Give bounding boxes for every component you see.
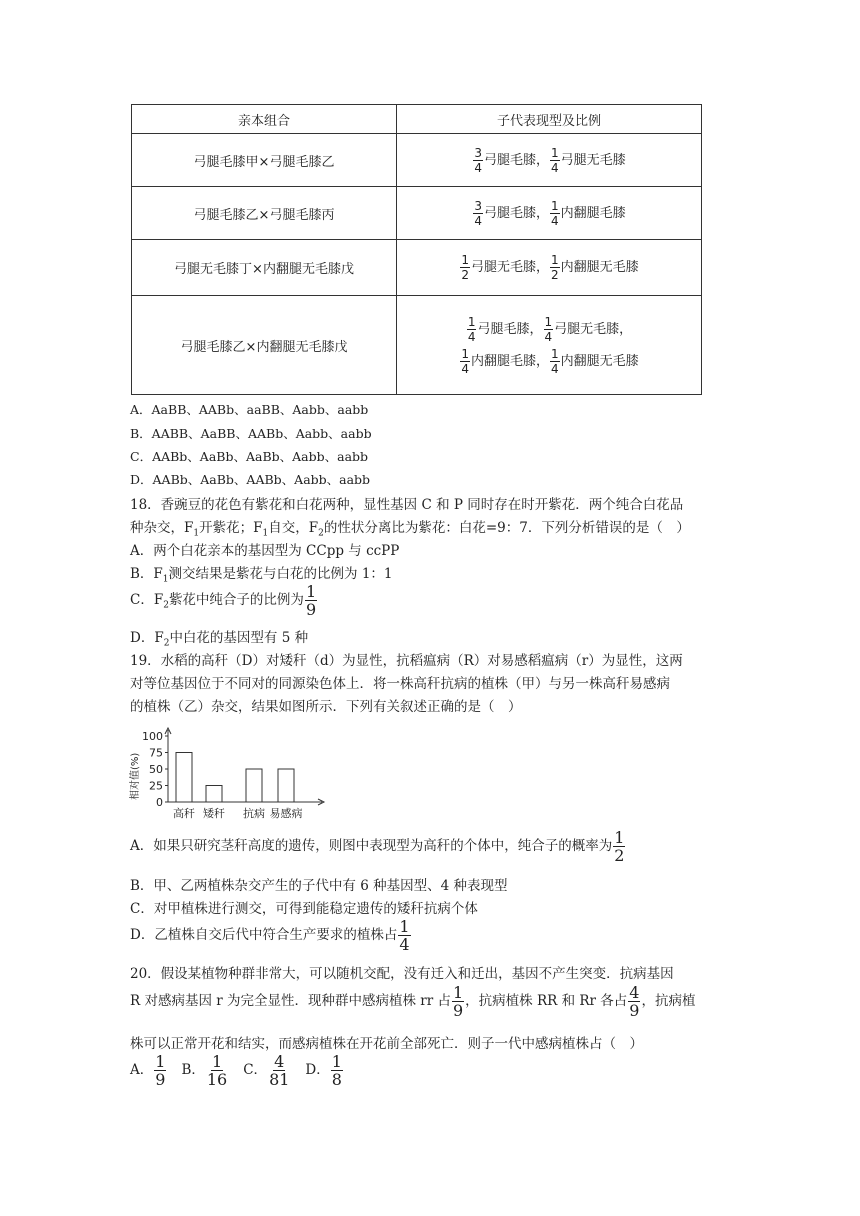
fraction: $\frac{1}{4}$ xyxy=(551,346,559,376)
q20-options xyxy=(130,1053,358,1088)
category-label: 高秆 xyxy=(173,807,195,820)
parents-cell: 弓腿毛膝乙×内翻腿无毛膝戊 xyxy=(132,296,397,395)
q17-option-a: A．AaBB、AABb、aaBB、Aabb、aabb xyxy=(130,402,369,417)
table-row xyxy=(132,187,702,240)
phenotype-text: 弓腿无毛膝， xyxy=(554,321,633,337)
parents-cell: 弓腿毛膝乙×弓腿毛膝丙 xyxy=(132,187,397,240)
offspring-line xyxy=(397,315,701,344)
phenotype-text: 弓腿无毛膝 xyxy=(560,152,626,168)
parents-cell: 弓腿无毛膝丁×内翻腿无毛膝戊 xyxy=(132,240,397,296)
q19-option-d: D．乙植株自交后代中符合生产要求的植株占 $\frac{1}{4}$ xyxy=(130,917,410,954)
q17-option-b: B．AABB、AaBB、AABb、Aabb、aabb xyxy=(130,426,372,441)
table-row xyxy=(132,296,702,395)
fraction: $\frac{1}{4}$ xyxy=(551,145,559,175)
y-tick-label: 25 xyxy=(149,779,163,793)
fraction: $\frac{1}{9}$ xyxy=(452,983,464,1020)
table-row xyxy=(132,134,702,187)
q20-stem-line3: 株可以正常开花和结实，而感病植株在开花前全部死亡．则子一代中感病植株占（ ） xyxy=(130,1036,643,1052)
q20-stem-line1: 20．假设某植物种群非常大，可以随机交配，没有迁入和迁出，基因不产生突变．抗病基因 xyxy=(130,966,674,982)
offspring-cell xyxy=(397,187,702,240)
offspring-cell xyxy=(397,296,702,395)
offspring-line xyxy=(397,199,701,228)
q18-stem-line1: 18．香豌豆的花色有紫花和白花两种，显性基因 C 和 P 同时存在时开紫花．两个纯合白花品 xyxy=(130,497,684,513)
q18-option-b: B．$F_1$测交结果是紫花与白花的比例为 1：1 xyxy=(130,566,393,585)
q19-option-b: B．甲、乙两植株杂交产生的子代中有 6 种基因型、4 种表现型 xyxy=(130,878,508,894)
bar xyxy=(176,753,192,803)
q19-stem-line1: 19．水稻的高秆（D）对矮秆（d）为显性，抗稻瘟病（R）对易感稻瘟病（r）为显性，这两 xyxy=(130,653,683,669)
q19-stem-line3: 的植株（乙）杂交，结果如图所示．下列有关叙述正确的是（ ） xyxy=(130,699,522,715)
table-header-parents: 亲本组合 xyxy=(132,105,397,134)
table-row xyxy=(132,240,702,296)
phenotype-text: 内翻腿无毛膝 xyxy=(560,353,639,369)
y-tick-label: 100 xyxy=(142,730,163,743)
fraction: $\frac{3}{4}$ xyxy=(474,145,482,175)
cross-results-table xyxy=(131,104,702,395)
fraction: $\frac{1}{9}$ xyxy=(155,1052,166,1089)
fraction: $\frac{3}{4}$ xyxy=(474,198,482,228)
bar xyxy=(206,786,222,803)
q17-option-d: D．AABb、AaBb、AABb、Aabb、aabb xyxy=(130,472,371,487)
fraction: $\frac{1}{4}$ xyxy=(399,917,410,954)
answer-option: B． $\frac{1}{16}$ xyxy=(181,1052,228,1089)
y-tick-label: 50 xyxy=(149,763,163,776)
y-tick-label: 0 xyxy=(156,796,163,809)
answer-option: C． $\frac{4}{81}$ xyxy=(243,1052,290,1089)
phenotype-text: 弓腿毛膝， xyxy=(483,152,549,168)
table-header-offspring: 子代表现型及比例 xyxy=(397,105,702,134)
fraction: $\frac{1}{9}$ xyxy=(305,582,317,619)
y-axis-label: 相对值(%) xyxy=(130,752,141,800)
offspring-line xyxy=(397,146,701,175)
fraction: $\frac{1}{4}$ xyxy=(551,198,559,228)
fraction: $\frac{1}{4}$ xyxy=(544,314,553,344)
category-label: 矮秆 xyxy=(203,807,225,820)
q18-option-c: C．$F_2$紫花中纯合子的比例为 $\frac{1}{9}$ xyxy=(130,582,317,619)
phenotype-text: 弓腿无毛膝， xyxy=(470,260,549,275)
phenotype-text: 内翻腿无毛膝 xyxy=(560,260,639,275)
bar-chart xyxy=(126,718,326,822)
q17-option-c: C．AABb、AaBb、AaBb、Aabb、aabb xyxy=(130,449,369,464)
q18-option-d: D．$F_2$中白花的基因型有 5 种 xyxy=(130,630,309,649)
fraction: $\frac{1}{2}$ xyxy=(614,828,625,865)
fraction: $\frac{1}{8}$ xyxy=(331,1052,342,1089)
offspring-line xyxy=(397,253,701,282)
offspring-cell xyxy=(397,134,702,187)
bar xyxy=(278,769,294,802)
answer-option: A． $\frac{1}{9}$ xyxy=(130,1052,166,1089)
q20-stem-line2: R 对感病基因 r 为完全显性．现种群中感病植株 rr 占 $\frac{1}{9}$ ，抗病植株 RR 和 Rr 各占 $\frac{4}{9}$ ，抗病植 xyxy=(130,983,696,1020)
fraction: $\frac{4}{81}$ xyxy=(269,1052,290,1089)
fraction: $\frac{1}{2}$ xyxy=(551,253,559,282)
fraction: $\frac{1}{4}$ xyxy=(467,314,476,344)
category-label: 易感病 xyxy=(269,807,303,820)
q18-stem-line2: 种杂交，$F_1$开紫花；$F_1$自交，$F_2$的性状分离比为紫花：白花=9：7．下列分析错误的是（ ） xyxy=(130,520,690,539)
phenotype-text: 内翻腿毛膝 xyxy=(560,205,626,221)
bar xyxy=(246,769,262,802)
y-tick-label: 75 xyxy=(149,746,163,760)
fraction: $\frac{1}{16}$ xyxy=(206,1052,228,1089)
fraction: $\frac{1}{2}$ xyxy=(461,253,469,282)
phenotype-text: 弓腿毛膝， xyxy=(483,205,549,221)
q19-option-a: A．如果只研究茎秆高度的遗传，则图中表现型为高秆的个体中，纯合子的概率为 $\frac{1}{2}$ xyxy=(130,828,625,865)
offspring-line xyxy=(397,347,701,376)
fraction: $\frac{4}{9}$ xyxy=(629,983,640,1020)
offspring-cell xyxy=(397,240,702,296)
phenotype-text: 内翻腿毛膝， xyxy=(470,353,549,369)
fraction: $\frac{1}{4}$ xyxy=(461,346,469,376)
q19-stem-line2: 对等位基因位于不同对的同源染色体上．将一株高秆抗病的植株（甲）与另一株高秆易感病 xyxy=(130,676,670,692)
q18-option-a: A．两个白花亲本的基因型为 CCpp 与 ccPP xyxy=(130,543,400,559)
q19-option-c: C．对甲植株进行测交，可得到能稳定遗传的矮秆抗病个体 xyxy=(130,901,478,917)
answer-option: D． $\frac{1}{8}$ xyxy=(305,1052,342,1089)
category-label: 抗病 xyxy=(243,807,265,820)
parents-cell: 弓腿毛膝甲×弓腿毛膝乙 xyxy=(132,134,397,187)
phenotype-text: 弓腿毛膝， xyxy=(477,321,543,337)
